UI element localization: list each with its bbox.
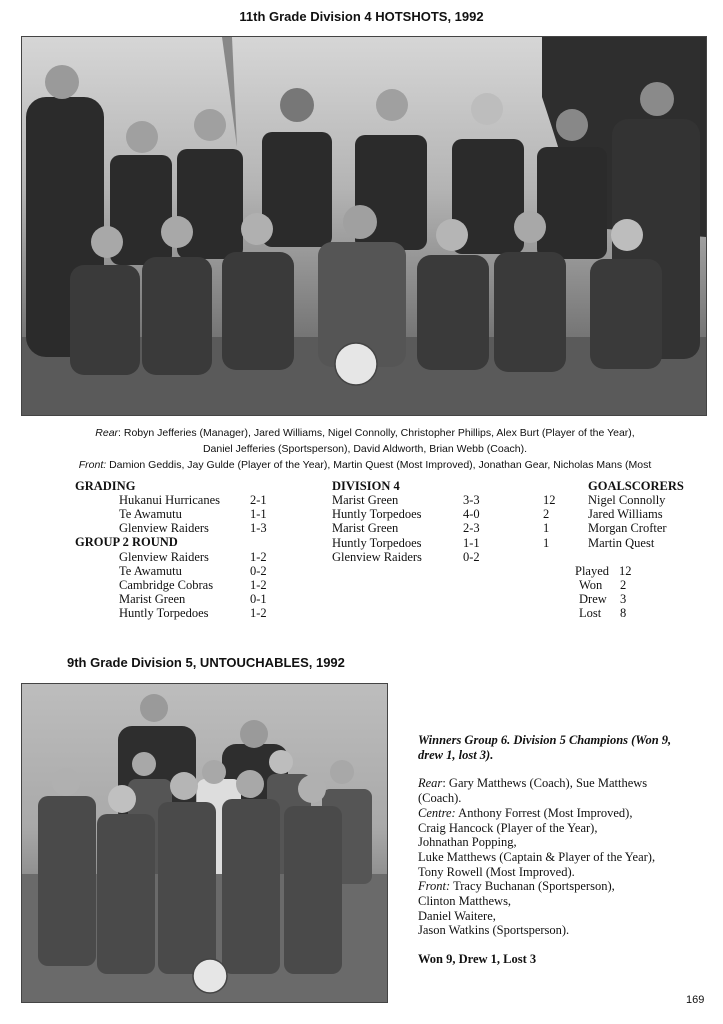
table-row: Te Awamutu xyxy=(119,507,182,521)
table-cell: 12 xyxy=(543,493,556,507)
table-row: Hukanui Hurricanes xyxy=(119,493,221,507)
table-row: Huntly Torpedoes xyxy=(332,536,422,550)
table-row: Huntly Torpedoes xyxy=(332,507,422,521)
rear-label: Rear xyxy=(95,427,119,439)
centre-line: Tony Rowell (Most Improved). xyxy=(418,864,575,879)
team1-caption xyxy=(60,425,670,473)
grading-heading: GRADING xyxy=(75,479,136,493)
record-value: 2 xyxy=(620,578,627,592)
record-value: 3 xyxy=(620,592,627,606)
front-line: Clinton Matthews, xyxy=(418,894,512,909)
record-value: 8 xyxy=(620,606,627,620)
record-label: Won xyxy=(579,578,603,592)
table-cell: 4-0 xyxy=(463,507,480,521)
rear-label: Rear xyxy=(418,776,443,791)
front-label: Front: xyxy=(78,459,107,471)
record-label: Lost xyxy=(579,606,602,620)
page-number: 169 xyxy=(686,994,705,1006)
team2-photo-illustration xyxy=(22,684,387,1002)
table-row: Nigel Connolly xyxy=(588,493,666,507)
table-cell: 1-2 xyxy=(250,550,267,564)
centre-label: Centre: xyxy=(418,805,456,820)
front-line: Damion Geddis, Jay Gulde (Player of the Year), Martin Quest (Most Improved), Jonathan Gear, Nicholas Mans (Most xyxy=(106,459,652,471)
team2-details xyxy=(418,733,683,967)
table-cell: 0-1 xyxy=(250,592,267,606)
team1-caption-rear xyxy=(60,425,670,441)
team2-front xyxy=(418,879,683,894)
group2-heading: GROUP 2 ROUND xyxy=(75,535,178,549)
table-row: Marist Green xyxy=(332,521,399,535)
table-cell: 2-3 xyxy=(463,521,480,535)
centre-line: Craig Hancock (Player of the Year), xyxy=(418,820,598,835)
front-line: Jason Watkins (Sportsperson). xyxy=(418,923,570,938)
table-row: Morgan Crofter xyxy=(588,521,667,535)
table-cell: 2 xyxy=(543,507,550,521)
table-row: Martin Quest xyxy=(588,536,655,550)
table-row: Cambridge Cobras xyxy=(119,578,214,592)
team2-centre xyxy=(418,806,683,821)
table-row: Te Awamutu xyxy=(119,564,182,578)
table-row: Marist Green xyxy=(332,493,399,507)
rear-text: : Gary Matthews (Coach), Sue Matthews (Coach). xyxy=(418,776,648,806)
table-cell: 0-2 xyxy=(250,564,267,578)
table-cell: 1 xyxy=(543,521,550,535)
table-cell: 2-1 xyxy=(250,493,267,507)
record-value: 12 xyxy=(619,564,632,578)
table-cell: 3-3 xyxy=(463,493,480,507)
team1-title: 11th Grade Division 4 HOTSHOTS, 1992 xyxy=(239,9,484,24)
goalscorers-heading: GOALSCORERS xyxy=(588,479,684,493)
table-cell: 1-2 xyxy=(250,578,267,592)
rear-line1: : Robyn Jefferies (Manager), Jared Williams, Nigel Connolly, Christopher Phillips, Alex Burt (Player of the Year), xyxy=(118,427,635,439)
front-line: Daniel Waitere, xyxy=(418,908,496,923)
centre-line: Anthony Forrest (Most Improved), xyxy=(455,805,633,820)
team1-photo xyxy=(21,36,707,416)
table-row: Glenview Raiders xyxy=(119,521,209,535)
record-label: Played xyxy=(575,564,610,578)
table-row: Marist Green xyxy=(119,592,186,606)
team2-photo xyxy=(21,683,388,1003)
table-cell: 0-2 xyxy=(463,550,480,564)
table-row: Huntly Torpedoes xyxy=(119,606,209,620)
team2-headline: Winners Group 6. Division 5 Champions (Won 9, drew 1, lost 3). xyxy=(418,733,672,762)
rear-line2: Daniel Jefferies (Sportsperson), David Aldworth, Brian Webb (Coach). xyxy=(202,443,528,455)
team1-photo-illustration xyxy=(22,37,706,415)
division4-heading: DIVISION 4 xyxy=(332,479,400,493)
front-line: Tracy Buchanan (Sportsperson), xyxy=(450,879,615,894)
table-row: Glenview Raiders xyxy=(332,550,422,564)
table-cell: 1-2 xyxy=(250,606,267,620)
front-label: Front: xyxy=(418,879,451,894)
team2-result: Won 9, Drew 1, Lost 3 xyxy=(418,952,537,967)
table-row: Jared Williams xyxy=(588,507,663,521)
table-cell: 1-3 xyxy=(250,521,267,535)
record-label: Drew xyxy=(579,592,607,606)
centre-line: Johnathan Popping, xyxy=(418,835,517,850)
centre-line: Luke Matthews (Captain & Player of the Year), xyxy=(418,849,656,864)
table-cell: 1-1 xyxy=(463,536,480,550)
team2-title: 9th Grade Division 5, UNTOUCHABLES, 1992 xyxy=(67,655,345,670)
table-cell: 1-1 xyxy=(250,507,267,521)
team2-rear xyxy=(418,776,683,805)
team1-caption-front xyxy=(60,457,670,473)
table-cell: 1 xyxy=(543,536,550,550)
table-row: Glenview Raiders xyxy=(119,550,209,564)
